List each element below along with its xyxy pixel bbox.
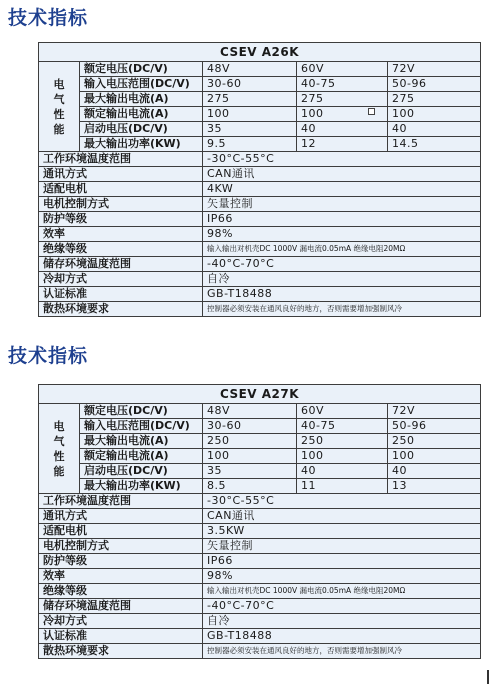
value-72v: 250 [388,434,481,449]
row-value: 自冷 [203,614,481,629]
table-row [39,137,481,152]
value-60v: 40 [297,464,388,479]
table-row [39,554,481,569]
value-48v: 48V [203,404,297,419]
table-row [39,212,481,227]
row-value: 3.5KW [203,524,481,539]
row-value: 98% [203,569,481,584]
row-label: 绝缘等级 [39,584,203,599]
table-row [39,287,481,302]
row-value: IP66 [203,554,481,569]
value-72v: 100 [388,449,481,464]
row-label: 最大输出电流(A) [80,92,203,107]
row-label: 工作环境温度范围 [39,494,203,509]
row-label: 认证标准 [39,287,203,302]
table-row [39,539,481,554]
row-label: 额定输出电流(A) [80,107,203,122]
row-label: 储存环境温度范围 [39,257,203,272]
row-label: 输入电压范围(DC/V) [80,419,203,434]
table-row [39,92,481,107]
row-label: 额定电压(DC/V) [80,404,203,419]
value-72v: 40 [388,464,481,479]
table-row [39,152,481,167]
table-row [39,494,481,509]
table-row [39,434,481,449]
row-value: CAN通讯 [203,167,481,182]
spec-table [38,42,481,317]
text-cursor-icon [487,670,489,684]
value-72v: 14.5 [388,137,481,152]
table-row [39,524,481,539]
model-name: CSEV A26K [39,43,481,62]
row-value: 矢量控制 [203,197,481,212]
row-label: 工作环境温度范围 [39,152,203,167]
row-label: 通讯方式 [39,509,203,524]
table-row [39,464,481,479]
row-label: 额定电压(DC/V) [80,62,203,77]
value-72v: 275 [388,92,481,107]
value-48v: 30-60 [203,77,297,92]
row-label: 最大输出功率(KW) [80,479,203,494]
value-72v: 40 [388,122,481,137]
value-72v: 13 [388,479,481,494]
row-value: 4KW [203,182,481,197]
row-label: 冷却方式 [39,272,203,287]
row-label: 适配电机 [39,524,203,539]
row-label: 效率 [39,569,203,584]
table-row [39,122,481,137]
row-label: 适配电机 [39,182,203,197]
value-72v: 50-96 [388,419,481,434]
row-value: 自冷 [203,272,481,287]
row-label: 输入电压范围(DC/V) [80,77,203,92]
value-48v: 35 [203,122,297,137]
table-row [39,569,481,584]
row-label: 最大输出电流(A) [80,434,203,449]
table-row [39,509,481,524]
table-row [39,584,481,599]
spec-table [38,384,481,659]
row-value: 输入输出对机壳DC 1000V 漏电流0.05mA 绝缘电阻20MΩ [203,242,481,257]
row-value: 矢量控制 [203,539,481,554]
group-char: 气 [53,92,65,106]
value-72v: 100 [388,107,481,122]
value-60v: 100 [297,449,388,464]
value-60v: 40-75 [297,77,388,92]
row-value: GB-T18488 [203,629,481,644]
row-label: 启动电压(DC/V) [80,122,203,137]
row-label: 效率 [39,227,203,242]
electrical-group-label [39,62,80,152]
row-label: 电机控制方式 [39,539,203,554]
value-48v: 48V [203,62,297,77]
value-60v: 250 [297,434,388,449]
value-60v: 11 [297,479,388,494]
table-row [39,614,481,629]
value-60v: 100 [297,107,388,122]
table-row [39,599,481,614]
model-name: CSEV A27K [39,385,481,404]
row-label: 储存环境温度范围 [39,599,203,614]
group-char: 电 [53,77,65,91]
table-row [39,197,481,212]
electrical-group-label [39,404,80,494]
row-value: CAN通讯 [203,509,481,524]
row-label: 通讯方式 [39,167,203,182]
row-label: 认证标准 [39,629,203,644]
row-label: 散热环境要求 [39,302,203,317]
selection-handle-icon [368,108,375,115]
row-value: 98% [203,227,481,242]
row-label: 冷却方式 [39,614,203,629]
table-row [39,449,481,464]
row-value: 输入输出对机壳DC 1000V 漏电流0.05mA 绝缘电阻20MΩ [203,584,481,599]
value-48v: 100 [203,449,297,464]
table-row [39,107,481,122]
group-char: 气 [53,434,65,448]
value-48v: 100 [203,107,297,122]
table-row [39,629,481,644]
group-char: 性 [53,107,65,121]
group-char: 电 [53,419,65,433]
value-60v: 40 [297,122,388,137]
table-row [39,167,481,182]
value-48v: 30-60 [203,419,297,434]
row-value: -40°C-70°C [203,599,481,614]
row-label: 额定输出电流(A) [80,449,203,464]
value-72v: 72V [388,404,481,419]
section-heading: 技术指标 [8,7,89,29]
row-value: -30°C-55°C [203,152,481,167]
row-value: 控制器必须安装在通风良好的地方，否则需要增加强制风冷 [203,302,481,317]
row-label: 启动电压(DC/V) [80,464,203,479]
table-row [39,404,481,419]
row-value: GB-T18488 [203,287,481,302]
row-label: 绝缘等级 [39,242,203,257]
table-row [39,182,481,197]
table-row [39,644,481,659]
row-value: IP66 [203,212,481,227]
value-48v: 9.5 [203,137,297,152]
value-60v: 275 [297,92,388,107]
section-heading: 技术指标 [8,345,89,367]
row-value: 控制器必须安装在通风良好的地方，否则需要增加强制风冷 [203,644,481,659]
group-char: 能 [53,464,65,478]
value-48v: 250 [203,434,297,449]
row-value: -40°C-70°C [203,257,481,272]
group-char: 性 [53,449,65,463]
value-60v: 12 [297,137,388,152]
table-row [39,257,481,272]
table-row [39,77,481,92]
row-label: 电机控制方式 [39,197,203,212]
row-label: 最大输出功率(KW) [80,137,203,152]
table-row [39,272,481,287]
table-row [39,242,481,257]
table-row [39,419,481,434]
value-72v: 50-96 [388,77,481,92]
table-row [39,227,481,242]
model-row [39,385,481,404]
row-label: 防护等级 [39,554,203,569]
row-label: 散热环境要求 [39,644,203,659]
value-48v: 8.5 [203,479,297,494]
value-48v: 275 [203,92,297,107]
row-value: -30°C-55°C [203,494,481,509]
value-60v: 60V [297,404,388,419]
model-row [39,43,481,62]
table-row [39,479,481,494]
value-60v: 60V [297,62,388,77]
table-row [39,62,481,77]
value-72v: 72V [388,62,481,77]
row-label: 防护等级 [39,212,203,227]
value-48v: 35 [203,464,297,479]
group-char: 能 [53,122,65,136]
table-row [39,302,481,317]
value-60v: 40-75 [297,419,388,434]
